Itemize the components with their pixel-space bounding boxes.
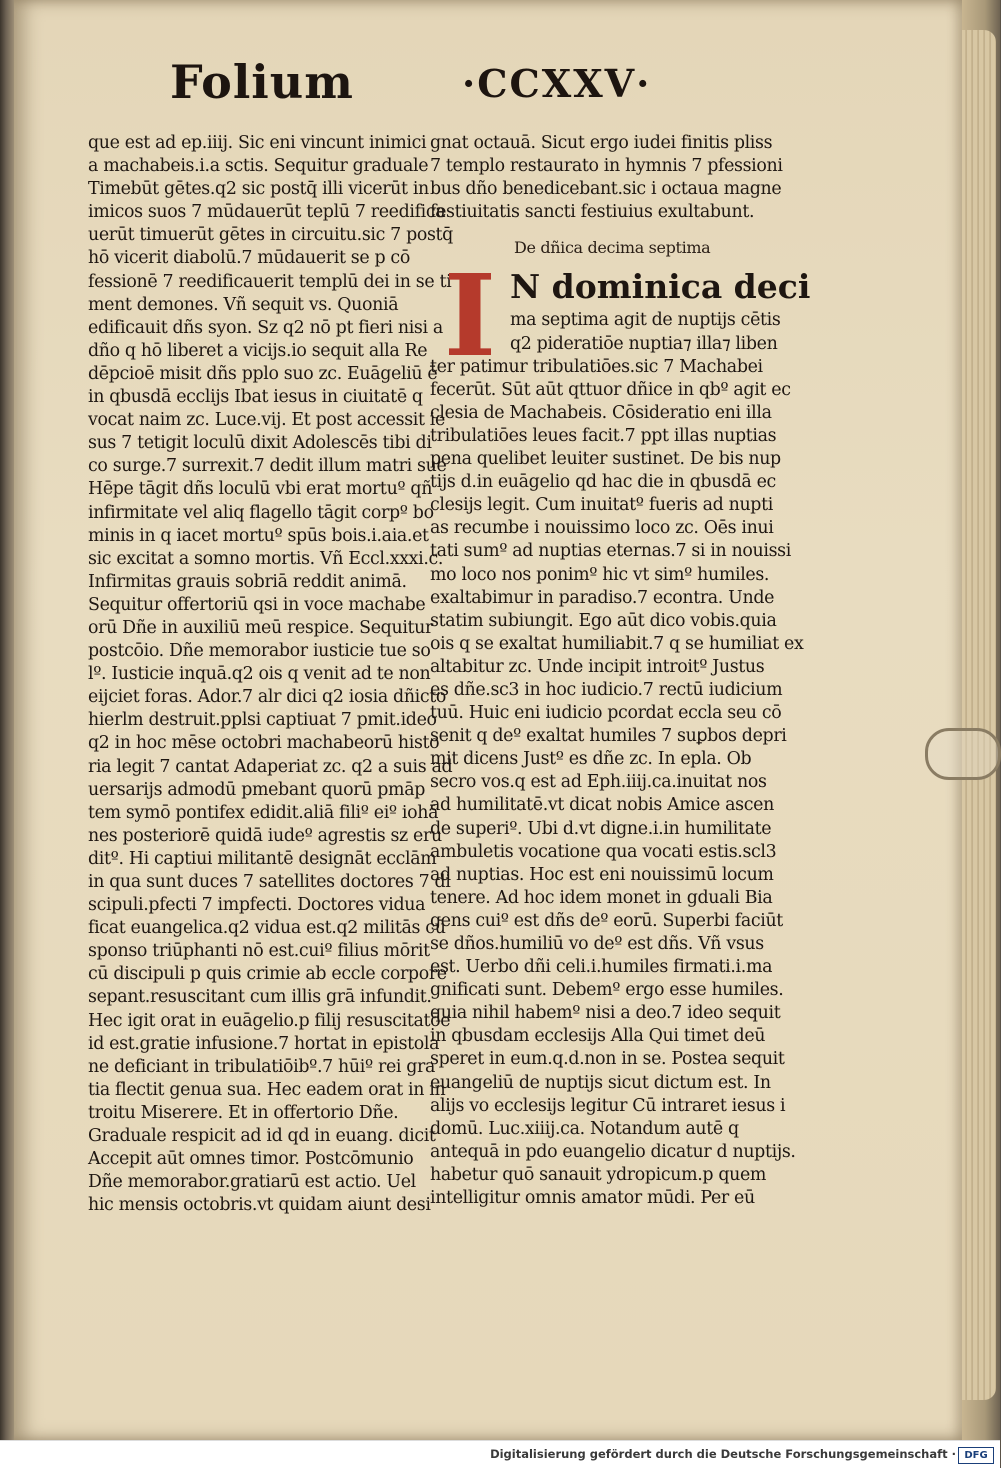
text-line: ficat euangelica.q2 vidua est.q2 militās cū: [88, 918, 446, 939]
text-line: exaltabimur in paradiso.7 econtra. Unde: [430, 587, 775, 608]
text-line: tati sumº ad nuptias eternas.7 si in nouissi: [430, 541, 791, 562]
text-line: ambuletis vocatione qua vocati estis.scl3: [430, 841, 777, 862]
text-line: intelligitur omnis amator mūdi. Per eū: [430, 1188, 755, 1209]
text-line: altabitur zc. Unde incipit introitº Justus: [430, 656, 765, 677]
text-line: habetur quō sanauit ydropicum.p quem: [430, 1164, 767, 1185]
text-line: statim subiungit. Ego aūt dico vobis.quia: [430, 610, 777, 631]
text-line: ois q se exaltat humiliabit.7 q se humiliat ex: [430, 633, 804, 654]
text-line: lº. Iusticie inquā.q2 ois q venit ad te non: [88, 664, 431, 685]
text-line: clesia de Machabeis. Cōsideratio eni illa: [430, 402, 772, 423]
text-line: euangeliū de nuptijs sicut dictum est. In: [430, 1072, 771, 1093]
text-line: festiuitatis sancti festiuius exultabunt.: [430, 202, 755, 223]
clasp-ring: [925, 728, 1001, 780]
folio-numeral: ·CCXXV·: [462, 61, 652, 106]
text-line: Sequitur offertoriū qsi in voce machabe: [88, 594, 426, 615]
text-line: Infirmitas grauis sobriā reddit animā.: [88, 571, 407, 592]
text-line: postcōio. Dñe memorabor iusticie tue so: [88, 641, 431, 662]
text-line: gens cuiº est dñs deº eorū. Superbi faciūt: [430, 910, 783, 931]
text-line: tuū. Huic eni iudicio pcordat eccla seu cō: [430, 703, 782, 724]
text-line: as recumbe i nouissimo loco zc. Oēs inui: [430, 518, 774, 539]
text-line: que est ad ep.iiij. Sic eni vincunt inimici: [88, 133, 427, 153]
text-line: se dños.humiliū vo deº est dñs. Vñ vsus: [430, 934, 764, 954]
text-line: minis in q iacet mortuº spūs bois.i.aia.et: [88, 525, 429, 546]
text-line: cū discipuli p quis crimie ab eccle corpore: [88, 964, 447, 985]
text-line: eijciet foras. Ador.7 alr dici q2 iosia dñicto: [88, 687, 447, 708]
text-line: uersarijs admodū pmebant quorū pmāp: [88, 779, 425, 800]
dfg-logo: DFG: [958, 1447, 994, 1464]
opening-line: N dominica deci: [510, 267, 811, 307]
text-line: de superiº. Ubi d.vt digne.i.in humilitate: [430, 818, 772, 839]
text-line: ad nuptias. Hoc est eni nouissimū locum: [430, 864, 774, 885]
text-line: est. Uerbo dñi celi.i.humiles firmati.i.ma: [430, 957, 773, 978]
text-line: gnificati sunt. Debemº ergo esse humiles.: [430, 980, 784, 1001]
text-line: Hec igit orat in euāgelio.p filij resuscitatōe: [88, 1010, 451, 1031]
digitization-footer: [0, 1440, 1000, 1468]
text-line: speret in eum.q.d.non in se. Postea sequit: [430, 1049, 785, 1070]
text-line: domū. Luc.xiiij.ca. Notandum autē q: [430, 1118, 739, 1139]
text-line: a machabeis.i.a sctis. Sequitur graduale: [88, 156, 429, 177]
text-line: dēpcioē misit dñs pplo suo zc. Euāgeliū ē: [88, 363, 438, 384]
text-line: pena quelibet leuiter sustinet. De bis nup: [430, 449, 781, 470]
text-line: sus 7 tetigit loculū dixit Adolescēs tibi di: [88, 433, 432, 454]
text-line: imicos suos 7 mūdauerūt teplū 7 reedifica: [88, 202, 446, 223]
text-line: Dñe memorabor.gratiarū est actio. Uel: [88, 1172, 416, 1193]
text-line: ad humilitatē.vt dicat nobis Amice ascen: [430, 795, 774, 816]
text-line: q2 pideratiōe nuptia⁊ illa⁊ liben: [510, 333, 778, 354]
text-line: tenere. Ad hoc idem monet in gduali Bia: [430, 887, 773, 908]
text-line: fessionē 7 reedificauerit templū dei in se ti: [88, 271, 452, 292]
left-text-column: [88, 132, 453, 1217]
text-line: hierlm destruit.pplsi captiuat 7 pmit.ideo: [88, 710, 437, 731]
folium-heading: Folium: [170, 55, 354, 109]
text-line: in qbusdā ecclijs Ibat iesus in ciuitatē q: [88, 387, 423, 408]
text-line: uerūt timuerūt gētes in circuitu.sic 7 postq̄: [88, 225, 453, 246]
text-line: hic mensis octobris.vt quidam aiunt desi: [88, 1195, 431, 1216]
text-line: secro vos.q est ad Eph.iiij.ca.inuitat nos: [430, 772, 767, 793]
rubric-heading: De dñica decima septima: [514, 238, 711, 258]
text-line: edificauit dñs syon. Sz q2 nō pt fieri nisi a: [88, 317, 443, 338]
funding-credit: Digitalisierung gefördert durch die Deutsche Forschungsgemeinschaft ·: [490, 1447, 956, 1461]
text-line: es dñe.sc3 in hoc iudicio.7 rectū iudicium: [430, 679, 783, 700]
text-line: alijs vo ecclesijs legitur Cū intraret iesus i: [430, 1095, 786, 1116]
text-line: quia nihil habemº nisi a deo.7 ideo sequit: [430, 1003, 781, 1024]
text-line: id est.gratie infusione.7 hortat in epistola: [88, 1033, 440, 1054]
text-line: Accepit aūt omnes timor. Postcōmunio: [88, 1149, 414, 1170]
text-line: dño q hō liberet a vicijs.io sequit alla Re: [88, 340, 428, 361]
page-header: [170, 55, 652, 115]
text-line: nes posteriorē quidā iudeº agrestis sz eru: [88, 825, 442, 846]
text-line: tia flectit genua sua. Hec eadem orat in in: [88, 1079, 446, 1100]
text-line: mo loco nos ponimº hic vt simº humiles.: [430, 564, 770, 585]
text-line: fecerūt. Sūt aūt qttuor dñice in qbº agit ec: [430, 379, 791, 400]
text-line: tribulatiōes leues facit.7 ppt illas nuptias: [430, 425, 777, 446]
text-line: mit dicens Justº es dñe zc. In epla. Ob: [430, 749, 752, 770]
text-line: troitu Miserere. Et in offertorio Dñe.: [88, 1102, 399, 1123]
text-line: bus dño benedicebant.sic i octaua magne: [430, 179, 782, 200]
text-line: q2 in hoc mēse octobri machabeorū histo: [88, 733, 440, 754]
text-line: tem symō pontifex edidit.aliā filiº eiº iohā: [88, 802, 439, 823]
text-line: scipuli.pfecti 7 impfecti. Doctores vidua: [88, 895, 426, 916]
text-line: 7 templo restaurato in hymnis 7 pfessioni: [430, 156, 783, 177]
text-line: ditº. Hi captiui militantē designāt ecclām: [88, 848, 437, 869]
illuminated-initial: [430, 251, 510, 382]
text-line: Timebūt gētes.q2 sic postq̄ illi vicerūt in: [88, 179, 429, 200]
text-line: tijs d.in euāgelio qd hac die in qbusdā ec: [430, 472, 776, 493]
text-line: Graduale respicit ad id qd in euang. dicit: [88, 1126, 436, 1147]
text-line: ma septima agit de nuptijs cētis: [510, 310, 781, 331]
text-line: in qbusdam ecclesijs Alla Qui timet deū: [430, 1026, 766, 1047]
text-line: senit q deº exaltat humiles 7 suꝑbos depri: [430, 726, 787, 747]
text-line: sepant.resuscitant cum illis grā infundit.: [88, 987, 432, 1008]
text-line: ter patimur tribulatiōes.sic 7 Machabei: [430, 356, 763, 377]
text-line: infirmitate vel aliq flagello tāgit corpº bo: [88, 502, 434, 523]
text-line: sic excitat a somno mortis. Vñ Eccl.xxxi.c.: [88, 548, 444, 569]
text-line: clesijs legit. Cum inuitatº fueris ad nupti: [430, 495, 773, 516]
text-line: Hēpe tāgit dñs loculū vbi erat mortuº qñ: [88, 479, 433, 500]
text-line: hō vicerit diabolū.7 mūdauerit se p cō: [88, 248, 410, 269]
text-line: ria legit 7 cantat Adaperiat zc. q2 a suis ad: [88, 756, 453, 777]
text-line: ne deficiant in tribulatiōibº.7 hūiº rei gra: [88, 1056, 436, 1077]
text-line: in qua sunt duces 7 satellites doctores 7 di: [88, 872, 451, 892]
text-line: orū Dñe in auxiliū meū respice. Sequitur: [88, 617, 433, 638]
page-edges: [962, 30, 996, 1400]
text-line: antequā in pdo euangelio dicatur d nuptijs.: [430, 1141, 796, 1162]
text-line: sponso triūphanti nō est.cuiº filius mōrit: [88, 941, 430, 962]
initial-letter: I: [443, 251, 497, 382]
text-line: ment demones. Vñ sequit vs. Quoniā: [88, 294, 399, 315]
text-line: vocat naim zc. Luce.vij. Et post accessit ie: [88, 410, 445, 431]
text-line: co surge.7 surrexit.7 dedit illum matri sue: [88, 456, 447, 477]
text-line: gnat octauā. Sicut ergo iudei finitis pliss: [430, 133, 773, 153]
